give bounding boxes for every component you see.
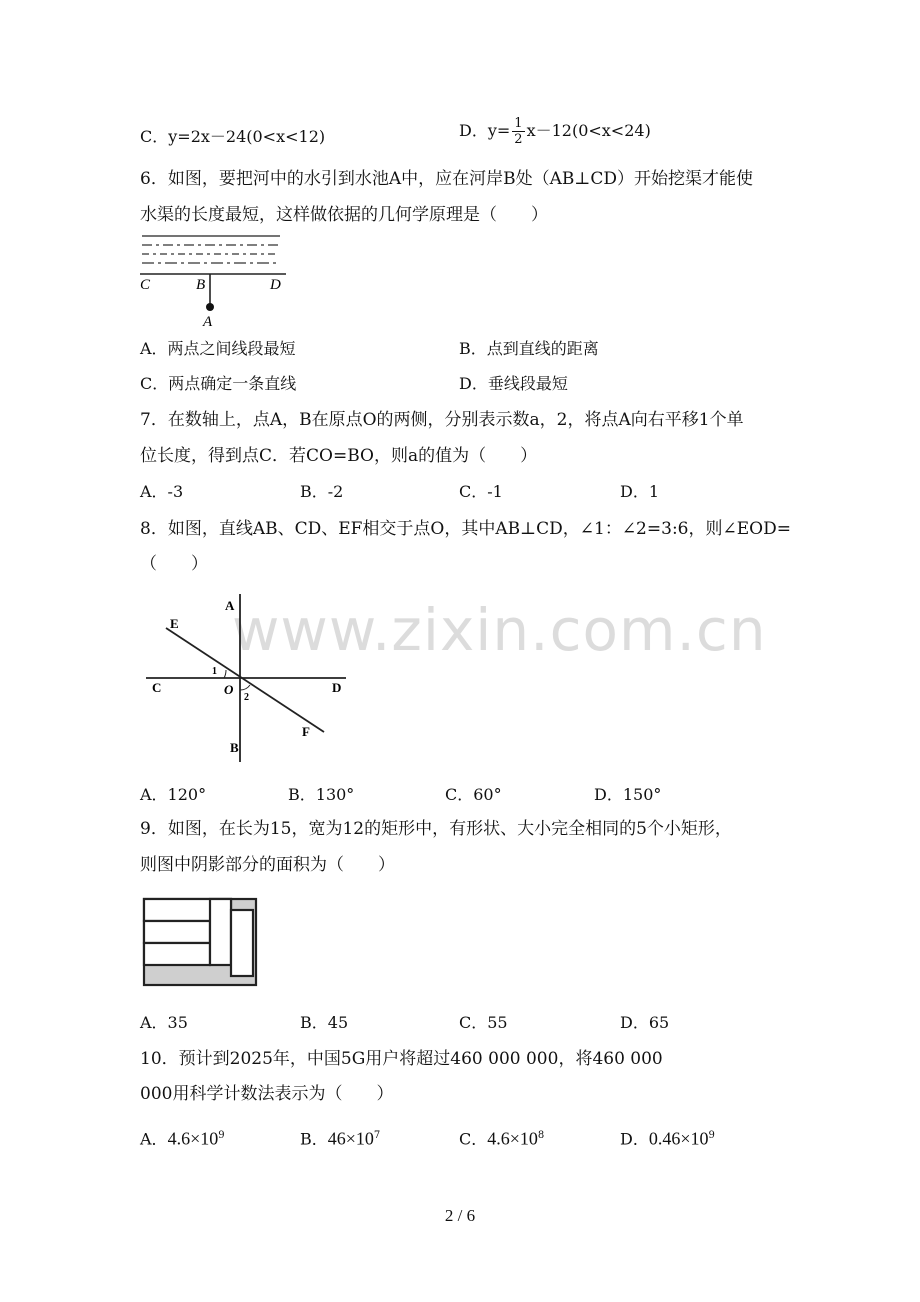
q8-label-c: C: [152, 680, 162, 695]
q8-label-f: F: [302, 724, 310, 739]
q8-label-b: B: [230, 740, 239, 755]
q8-option-c: C．60°: [445, 785, 502, 804]
q7-option-b: B．-2: [300, 482, 344, 501]
q8-stem-line2: （ ）: [140, 554, 208, 574]
q10-stem-line1: 10．预计到2025年，中国5G用户将超过460 000 000，将460 000: [140, 1049, 663, 1069]
q10-option-b: B．$46\times 10^7$: [300, 1128, 381, 1149]
q8-angle-2-label: 2: [244, 692, 249, 703]
q7-option-c: C．-1: [459, 482, 503, 501]
q10-option-a: A．$4.6\times 10^9$: [140, 1128, 225, 1149]
q8-label-d: D: [332, 680, 342, 695]
q8-lines-figure: [140, 590, 360, 770]
q8-angle-1-label: 1: [212, 666, 217, 677]
q6-option-a: A．两点之间线段最短: [140, 339, 296, 358]
q9-stem-line1: 9．如图，在长为15，宽为12的矩形中，有形状、大小完全相同的5个小矩形，: [140, 819, 732, 839]
q7-stem-line2: 位长度，得到点C．若CO=BO，则a的值为（ ）: [140, 446, 538, 466]
q9-option-d: D．65: [620, 1013, 670, 1032]
q10-option-c: C．$4.6\times 10^8$: [459, 1128, 545, 1149]
q5-option-c: C．y=2x－24(0<x<12): [140, 127, 326, 146]
q8-option-d: D．150°: [594, 785, 662, 804]
page-number: 2 / 6: [444, 1206, 476, 1225]
q6-stem-line2: 水渠的长度最短，这样做依据的几何学原理是（ ）: [140, 205, 548, 225]
q8-stem-line1: 8．如图，直线AB、CD、EF相交于点O，其中AB⊥CD，∠1：∠2=3:6，则∠EOD=: [140, 519, 791, 539]
q8-option-b: B．130°: [288, 785, 355, 804]
q7-option-a: A．-3: [140, 482, 184, 501]
q9-option-b: B．45: [300, 1013, 349, 1032]
q6-stem-line1: 6．如图，要把河中的水引到水池A中，应在河岸B处（AB⊥CD）开始挖渠才能使: [140, 169, 753, 189]
q6-option-c: C．两点确定一条直线: [140, 374, 297, 393]
q9-rectangle-figure: [140, 895, 260, 989]
q6-label-a: A: [203, 314, 213, 328]
q8-option-a: A．120°: [140, 785, 207, 804]
q8-label-o: O: [224, 682, 234, 697]
q10-option-d: D．$0.46\times 10^9$: [620, 1128, 715, 1149]
q7-option-d: D．1: [620, 482, 660, 501]
q6-label-b: B: [196, 277, 206, 293]
q9-stem-line2: 则图中阴影部分的面积为（ ）: [140, 855, 395, 875]
q8-label-a: A: [225, 598, 235, 613]
q9-option-c: C．55: [459, 1013, 508, 1032]
q6-label-d: D: [270, 277, 281, 293]
q6-river-figure: [138, 234, 290, 328]
q5-fraction: $\frac{1}{2}$: [514, 116, 523, 147]
q9-option-a: A．35: [140, 1013, 188, 1032]
q8-label-e: E: [170, 616, 179, 631]
watermark: www.zixin.com.cn: [232, 596, 767, 664]
q6-option-d: D．垂线段最短: [459, 374, 568, 393]
q5-option-d: D．y= $\frac{1}{2}$ x－12(0<x<24): [459, 116, 651, 147]
q7-stem-line1: 7．在数轴上，点A，B在原点O的两侧，分别表示数a，2，将点A向右平移1个单: [140, 410, 744, 430]
q10-stem-line2: 000用科学计数法表示为（ ）: [140, 1084, 394, 1104]
q6-option-b: B．点到直线的距离: [459, 339, 599, 358]
q6-label-c: C: [140, 277, 151, 293]
